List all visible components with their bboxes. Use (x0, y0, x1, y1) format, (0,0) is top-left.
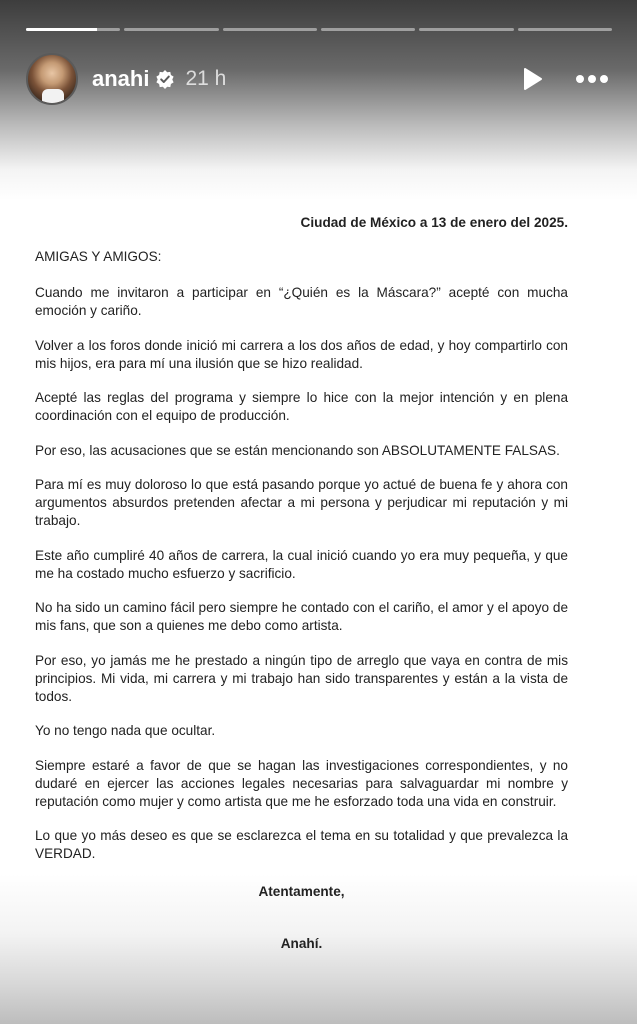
progress-segment (419, 28, 513, 31)
progress-segment (321, 28, 415, 31)
progress-segment (26, 28, 120, 31)
letter-paragraph: Acepté las reglas del programa y siempre lo hice con la mejor intención y en plena coordinación con el equipo de producción. (35, 390, 568, 423)
more-options-icon[interactable] (575, 74, 609, 84)
letter-paragraph: No ha sido un camino fácil pero siempre he contado con el cariño, el amor y el apoyo de mis fans, que son a quienes me debo como artista. (35, 600, 568, 633)
story-header (26, 52, 611, 106)
post-time: 21 h (185, 67, 227, 90)
verified-badge-icon (155, 69, 175, 89)
letter-signature: Anahí. (280, 936, 323, 951)
play-icon[interactable] (519, 66, 545, 92)
progress-fill (26, 28, 97, 31)
letter-closing: Atentamente, (258, 884, 345, 899)
letter-paragraph: Siempre estaré a favor de que se hagan las investigaciones correspondientes, y no dudaré en ejercer las acciones legales necesarias para salvaguardar mi nombre y reputación como mujer y como artista que me he esforzado toda una vida en construir. (35, 757, 568, 809)
letter-document (35, 214, 568, 970)
progress-segment (518, 28, 612, 31)
letter-paragraph: Por eso, las acusaciones que se están mencionando son ABSOLUTAMENTE FALSAS. (35, 442, 560, 458)
letter-date: Ciudad de México a 13 de enero del 2025. (300, 215, 568, 230)
letter-paragraph: Cuando me invitaron a participar en “¿Quién es la Máscara?” acepté con mucha emoción y cariño. (35, 285, 568, 318)
avatar[interactable] (26, 53, 78, 105)
progress-segment (223, 28, 317, 31)
letter-paragraph: Volver a los foros donde inició mi carrera a los dos años de edad, y hoy compartirlo con mis hijos, era para mí una ilusión que se hizo realidad. (35, 337, 568, 371)
letter-paragraph: Yo no tengo nada que ocultar. (35, 723, 216, 738)
letter-paragraph: Para mí es muy doloroso lo que está pasando porque yo actué de buena fe y ahora con argumentos absurdos pretenden afectar a mi persona y perjudicar mi reputación y mi trabajo. (35, 477, 568, 528)
letter-paragraph: Este año cumpliré 40 años de carrera, la cual inició cuando yo era muy pequeña, y que me ha costado mucho esfuerzo y sacrificio. (35, 547, 568, 581)
story-progress-bar (26, 28, 612, 31)
letter-paragraph: Lo que yo más deseo es que se esclarezca el tema en su totalidad y que prevalezca la VERDAD. (35, 828, 568, 861)
letter-salutation: AMIGAS Y AMIGOS: (35, 249, 162, 264)
letter-paragraph: Por eso, yo jamás me he prestado a ningún tipo de arreglo que vaya en contra de mis principios. Mi vida, mi carrera y mi trabajo han sido transparentes y están a la vista de todos. (35, 652, 568, 704)
progress-segment (124, 28, 218, 31)
username[interactable]: anahi (92, 66, 150, 91)
avatar-shirt (42, 89, 64, 105)
